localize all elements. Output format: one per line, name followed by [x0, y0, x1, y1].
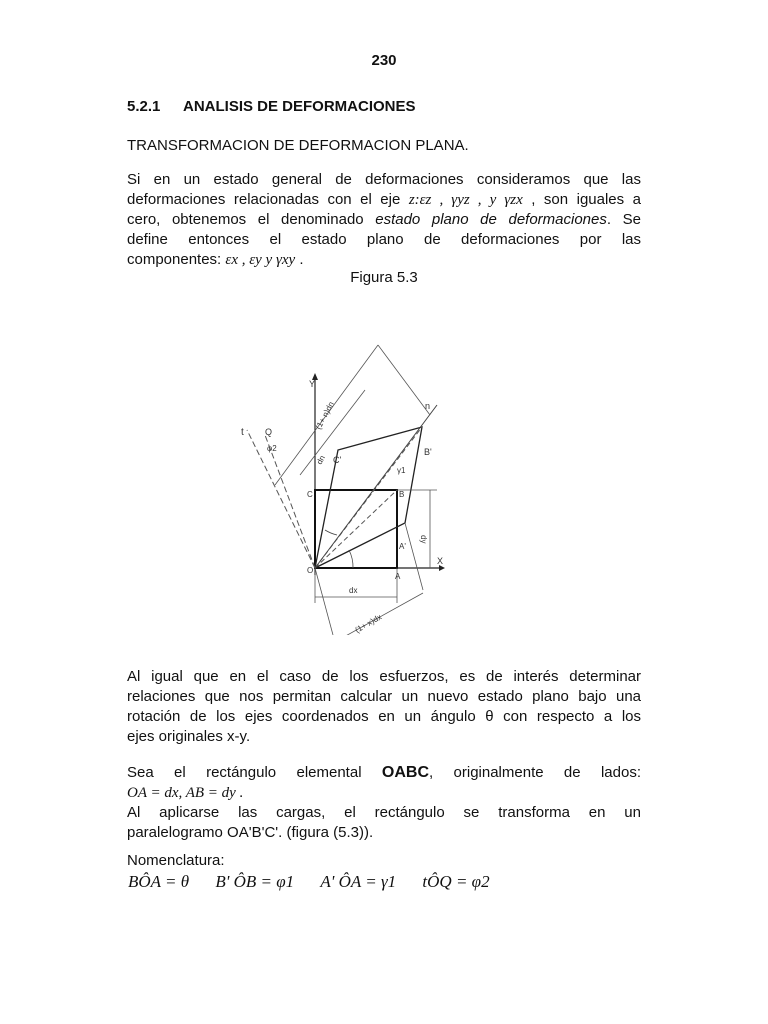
plane-strain-components: εx , εy y γxy — [225, 252, 296, 268]
paragraph-intro — [127, 170, 641, 270]
deformed-ext-2 — [405, 523, 423, 590]
rect-line-1 — [127, 763, 641, 783]
angle-arc-gamma — [349, 550, 353, 568]
t-axis-label: t — [241, 427, 244, 438]
b-label: B — [399, 490, 405, 499]
rect-line-3: Al aplicarse las cargas, el rectángulo se transforma en un — [127, 804, 641, 821]
intro-line-4: define entonces el estado plano de deformaciones por las — [127, 231, 641, 248]
strain-diagram — [225, 335, 450, 635]
c-prime-label: C' — [333, 455, 342, 465]
figure-caption: Figura 5.3 — [350, 269, 418, 286]
deformed-ext-1 — [315, 568, 333, 635]
intro-line-1: Si en un estado general de deformaciones consideramos que las — [127, 171, 641, 188]
one-plus-eps-dn-label: (1+ n)dn — [313, 400, 336, 431]
intro-line-3-pre: cero, obtenemos el denominado — [127, 211, 376, 228]
intro-line-2 — [127, 190, 641, 210]
q-axis-line — [265, 435, 315, 568]
x-axis-label: X — [437, 556, 444, 566]
rect-line-4: paralelogramo OA'B'C'. (figura (5.3)). — [127, 824, 374, 841]
intro-line-3-post: . Se — [606, 211, 641, 228]
plane-strain-term: estado plano de deformaciones — [375, 211, 607, 228]
o-label: O — [307, 566, 314, 575]
intro-line-2-tail: , son iguales a — [522, 191, 641, 208]
c-label: C — [307, 490, 313, 499]
gamma-label: γ1 — [397, 466, 406, 475]
phi2-label: φ2 — [267, 444, 277, 453]
rotation-line-3: rotación de los ejes coordenados en un ángulo θ con respecto a los — [127, 708, 641, 725]
side-lengths: OA = dx, AB = dy . — [127, 785, 244, 801]
y-axis-label: Y — [309, 379, 316, 389]
angle-theta-def: BÔA = θ — [128, 872, 190, 891]
rect-line-1-pre: Sea el rectángulo elemental — [127, 764, 382, 781]
a-label: A — [395, 572, 401, 581]
t-axis-line — [247, 430, 315, 568]
rotation-line-2: relaciones que nos permitan calcular un nuevo estado plano bajo una — [127, 688, 641, 705]
a-prime-label: A' — [399, 542, 406, 551]
intro-line-5-post: . — [295, 251, 304, 268]
n-axis-line — [315, 405, 437, 568]
q-label: Q — [265, 427, 273, 437]
dn-label: dn — [314, 453, 327, 466]
b-prime-label: B' — [424, 447, 432, 457]
subsection-title: TRANSFORMACION DE DEFORMACION PLANA. — [127, 137, 469, 154]
intro-line-5 — [127, 250, 641, 270]
rotation-line-4: ejes originales x-y. — [127, 728, 251, 745]
page-number: 230 — [371, 52, 397, 69]
paragraph-rectangle — [127, 763, 641, 843]
one-plus-eps-dx-label: (1+ x)dx — [353, 612, 384, 635]
angle-phi1-def: B' ÔB = φ1 — [215, 872, 295, 891]
angle-gamma1-def: A' ÔA = γ1 — [320, 872, 397, 891]
dx-label: dx — [349, 586, 358, 595]
intro-line-5-pre: componentes: — [127, 251, 226, 268]
rect-line-1-post: , originalmente de lados: — [429, 764, 642, 781]
oabc-term: OABC — [381, 764, 429, 781]
n-axis-label: n — [425, 401, 431, 411]
angle-arc-theta — [325, 530, 337, 535]
dy-label: dy — [419, 535, 428, 544]
section-title: ANALISIS DE DEFORMACIONES — [183, 98, 416, 115]
paragraph-rotation — [127, 667, 641, 747]
nomenclature-label: Nomenclatura: — [127, 852, 225, 869]
section-heading — [127, 98, 416, 115]
rotation-line-1: Al igual que en el caso de los esfuerzos, es de interés determinar — [127, 668, 641, 685]
intro-line-2-text: deformaciones relacionadas con el eje — [127, 191, 409, 208]
dim-line-2 — [378, 345, 430, 415]
nomenclature-equations — [128, 872, 512, 892]
intro-line-3 — [127, 210, 641, 230]
angle-phi2-def: tÔQ = φ2 — [422, 872, 490, 891]
strain-z-components: z:εz , γyz , y γzx — [408, 192, 523, 208]
section-number: 5.2.1 — [127, 98, 161, 115]
